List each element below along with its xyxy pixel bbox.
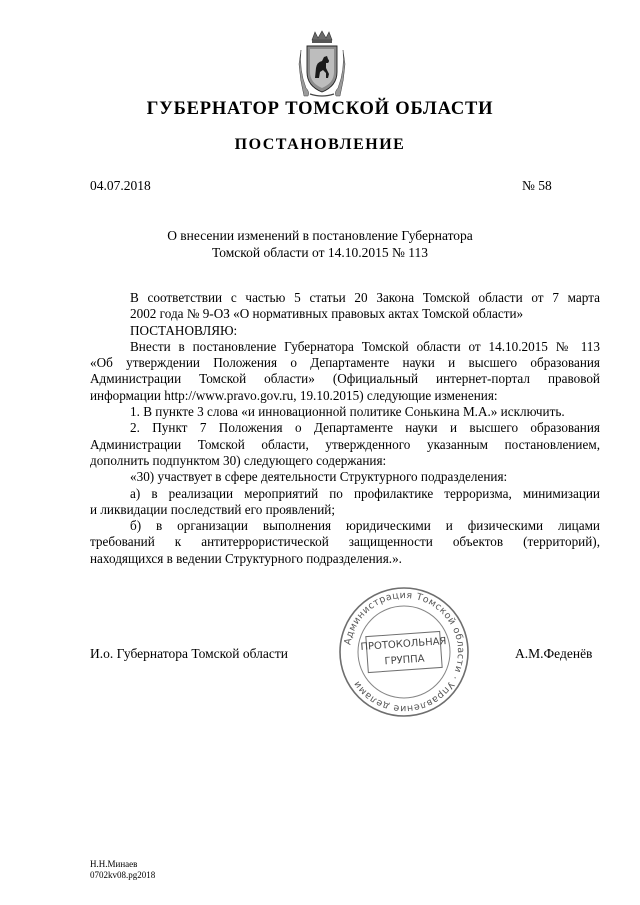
stamp-center-line: ГРУППА <box>384 653 425 668</box>
paragraph-resolve: ПОСТАНОВЛЯЮ: <box>130 322 238 338</box>
body-line: Администрации Томской области» (Официальный интернет-портал правовой <box>90 371 600 387</box>
signatory-name: А.М.Феденёв <box>515 646 593 661</box>
paragraph-item-2 <box>90 420 600 469</box>
official-stamp <box>336 584 472 720</box>
body-line: Администрации Томской области, утвержденного указанным постановлением, <box>90 436 600 452</box>
paragraph-legal-basis <box>90 290 600 323</box>
paragraph-subitem-30: «30) участвует в сфере деятельности Структурного подразделения: <box>130 469 508 485</box>
body-line: находящихся в ведении Структурного подразделения.». <box>90 550 402 566</box>
document-subject <box>0 227 640 261</box>
body-line: а) в реализации мероприятий по профилактике терроризма, минимизации <box>130 485 600 501</box>
signatory-position: И.о. Губернатора Томской области <box>90 646 288 661</box>
body-line: требований к антитеррористической защищенности объектов (территорий), <box>90 534 600 550</box>
document-type-heading: ПОСТАНОВЛЕНИЕ <box>234 136 406 153</box>
body-line: и ликвидации последствий его проявлений; <box>90 501 335 517</box>
paragraph-subitem-a <box>90 486 600 519</box>
body-line: 2. Пункт 7 Положения о Департаменте науки и высшего образования <box>130 420 600 436</box>
body-line: дополнить подпунктом 30) следующего содержания: <box>90 452 387 468</box>
body-line: В соответствии с частью 5 статьи 20 Закона Томской области от 7 марта <box>130 290 600 305</box>
footer-executor-info <box>90 859 155 881</box>
body-line: б) в организации выполнения юридическими и физическими лицами <box>130 518 600 534</box>
body-line: информации http://www.pravo.gov.ru, 19.10.2015) следующие изменения: <box>90 387 498 403</box>
stamp-ring-text: Администрация Томской области · Управление делами <box>342 589 467 715</box>
coat-of-arms-icon <box>298 30 346 98</box>
executor-name: Н.Н.Минаев <box>90 859 138 869</box>
issuing-authority-heading: ГУБЕРНАТОР ТОМСКОЙ ОБЛАСТИ <box>146 99 494 119</box>
document-number: № 58 <box>522 178 552 193</box>
subject-line: Томской области от 14.10.2015 № 113 <box>212 245 428 260</box>
document-body <box>90 290 600 567</box>
stamp-center-line: ПРОТОКОЛЬНАЯ <box>360 636 447 654</box>
subject-line: О внесении изменений в постановление Губернатора <box>167 228 473 243</box>
body-line: «Об утверждении Положения о Департаменте науки и высшего образования <box>90 355 600 371</box>
document-date: 04.07.2018 <box>90 178 151 193</box>
body-line: Внести в постановление Губернатора Томской области от 14.10.2015 № 113 <box>130 338 600 354</box>
file-code: 0702kv08.pg2018 <box>90 870 156 880</box>
paragraph-subitem-b <box>90 518 600 567</box>
paragraph-item-1: 1. В пункте 3 слова «и инновационной политике Сонькина М.А.» исключить. <box>130 404 565 420</box>
paragraph-amend-intro <box>90 339 600 404</box>
body-line: 2002 года № 9-ОЗ «О нормативных правовых актах Томской области» <box>130 306 524 322</box>
